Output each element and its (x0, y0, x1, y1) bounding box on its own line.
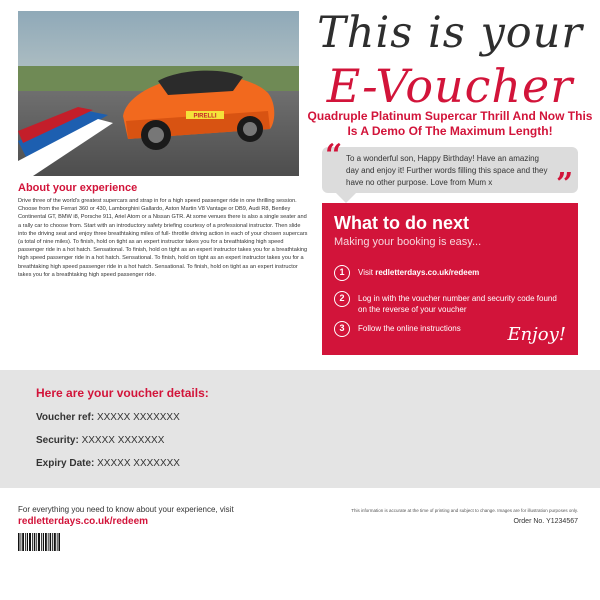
security-row (36, 435, 164, 446)
order-number (514, 518, 578, 525)
supercar-photo (18, 11, 299, 176)
expiry-value: XXXXX XXXXXXX (97, 458, 180, 469)
step-1-number: 1 (334, 265, 350, 281)
expiry-row (36, 458, 180, 469)
step-1-prefix: Visit (358, 268, 376, 277)
step-2-text: Log in with the voucher number and security code found on the reverse of your voucher (358, 294, 557, 314)
details-title: Here are your voucher details: (36, 386, 209, 400)
voucher-ref-label: Voucher ref: (36, 412, 95, 423)
footer-text: For everything you need to know about your experience, visit (18, 505, 234, 514)
personal-message: To a wonderful son, Happy Birthday! Have an amazing day and enjoy it! Further words filling this space and they have no other purpose. Love from Mum x (346, 154, 548, 187)
voucher-title (305, 8, 595, 112)
next-title: What to do next (334, 213, 469, 233)
what-to-do-next-panel (322, 203, 578, 355)
security-label: Security: (36, 435, 79, 446)
title-line-2: E-Voucher (326, 59, 574, 113)
about-body: Drive three of the world's greatest supercars and strap in for a high speed passenger ride in one thrilling session. Choose from the Ferrari 360 or 430, Lamborghini Gallardo, Aston Martin V8 Vantage or DB9, Audi R8, Bentley Continental GT, BMW i8, Porsche 911, Ariel Atom or a Nissan GTR. At some venues there is also a single seater and a rally car to choose from. Start with an introductory safety briefing courtesy of a professional instructor. Then slide into the driving seat and enjoy three breathtaking miles of full- throttle driving action in each of your chosen supercars (a total of nine miles). To finish, hold on tight as an expert instructor takes you for a breathtaking high speed passenger ride in a hot hatch. Sensational. To finish, hold on tight as an expert instructor takes you for a breathtaking high speed passenger ride in a hot hatch. Sensational. To finish, hold on tight as an expert instructor takes you for a breathtaking high speed passenger ride in a hot hatch. Sensational. To finish, hold on tight as an expert instructor takes you for a breathtaking high speed passenger ride. (18, 198, 308, 278)
step-3-text: Follow the online instructions (358, 324, 461, 333)
footer-redeem-link[interactable]: redletterdays.co.uk/redeem (18, 516, 149, 527)
voucher-ref-row (36, 412, 180, 423)
disclaimer: This information is accurate at the time of printing and subject to change. Images are for illustration purposes only. (351, 508, 578, 513)
title-line-1: This is your (317, 8, 583, 58)
quote-close-icon: ” (556, 167, 574, 202)
step-3-number: 3 (334, 321, 350, 337)
experience-headline: Quadruple Platinum Supercar Thrill And Now This Is A Demo Of The Maximum Length! (307, 109, 593, 138)
supercar-image (18, 11, 299, 176)
about-title: About your experience (18, 182, 138, 194)
enjoy-script: Enjoy! (507, 324, 566, 345)
barcode-icon (18, 533, 60, 551)
step-2-number: 2 (334, 291, 350, 307)
expiry-label: Expiry Date: (36, 458, 95, 469)
order-label: Order No. (513, 518, 545, 525)
redeem-link[interactable]: redletterdays.co.uk/redeem (375, 268, 480, 277)
voucher-details-panel (0, 370, 600, 488)
order-value: Y1234567 (546, 518, 578, 525)
quote-open-icon: “ (325, 138, 343, 173)
step-1-text (358, 267, 558, 278)
car-plate: PIRELLI (193, 113, 217, 120)
next-subtitle: Making your booking is easy... (334, 236, 482, 248)
security-value: XXXXX XXXXXXX (81, 435, 165, 446)
voucher-ref-value: XXXXX XXXXXXX (96, 412, 180, 423)
